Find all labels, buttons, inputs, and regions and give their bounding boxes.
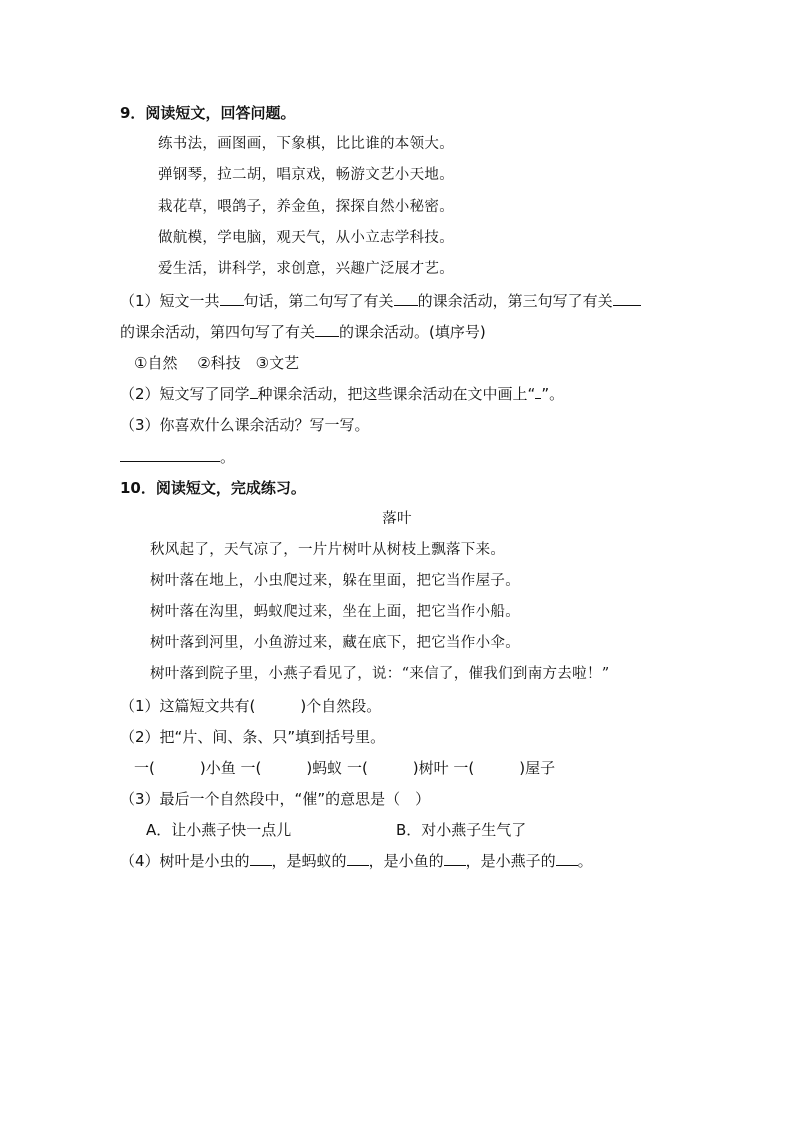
answer-blank[interactable]	[220, 291, 244, 306]
q10-part4: （4）树叶是小虫的 ，是蚂蚁的 ，是小鱼的 ，是小燕子的 。	[120, 852, 593, 870]
answer-blank[interactable]	[394, 291, 418, 306]
q9-poem-line-2: 弹钢琴，拉二胡，唱京戏，畅游文艺小天地。	[158, 167, 454, 183]
answer-blank[interactable]	[250, 384, 258, 399]
q10-title: 10．阅读短文，完成练习。	[120, 479, 306, 497]
answer-blank[interactable]	[120, 447, 220, 462]
q9-part3-answer: 。	[120, 447, 235, 467]
q9-part1-line2: 的课余活动，第四句写了有关 的课余活动。(填序号)	[120, 323, 486, 341]
q9-part3: （3）你喜欢什么课余活动？写一写。	[120, 416, 370, 434]
q10-part1: （1）这篇短文共有( )个自然段。	[120, 697, 382, 715]
answer-blank[interactable]	[250, 851, 272, 866]
story-paragraph-4: 树叶落到河里，小鱼游过来，藏在底下，把它当作小伞。	[150, 635, 520, 651]
story-paragraph-1: 秋风起了，天气凉了，一片片树叶从树枝上飘落下来。	[150, 542, 506, 558]
q9-poem-line-5: 爱生活，讲科学，求创意，兴趣广泛展才艺。	[158, 261, 454, 277]
story-paragraph-2: 树叶落在地上，小虫爬过来，躲在里面，把它当作屋子。	[150, 573, 520, 589]
answer-blank[interactable]	[613, 291, 641, 306]
q9-poem-line-1: 练书法，画图画，下象棋，比比谁的本领大。	[158, 136, 454, 152]
answer-blank[interactable]	[347, 851, 369, 866]
answer-blank[interactable]	[315, 322, 339, 337]
q9-title: 9．阅读短文，回答问题。	[120, 104, 296, 122]
q9-poem-line-3: 栽花草，喂鸽子，养金鱼，探探自然小秘密。	[158, 199, 454, 215]
q9-options: ①自然 ②科技 ③文艺	[134, 354, 300, 372]
story-paragraph-3: 树叶落在沟里，蚂蚁爬过来，坐在上面，把它当作小船。	[150, 604, 520, 620]
q9-poem-line-4: 做航模，学电脑，观天气，从小立志学科技。	[158, 230, 454, 246]
q10-part2-blanks: 一( )小鱼 一( )蚂蚁 一( )树叶 一( )屋子	[134, 759, 556, 777]
story-title: 落叶	[382, 511, 412, 527]
q10-option-a[interactable]: A．让小燕子快一点儿	[146, 821, 292, 839]
q10-option-b[interactable]: B．对小燕子生气了	[396, 821, 527, 839]
answer-blank[interactable]	[556, 851, 578, 866]
q9-part2: （2）短文写了同学 种课余活动，把这些课余活动在文中画上“ ”。	[120, 385, 565, 403]
q9-part1-line1: （1）短文一共 句话，第二句写了有关 的课余活动，第三句写了有关	[120, 291, 641, 311]
q10-part3: （3）最后一个自然段中，“催”的意思是（ ）	[120, 790, 431, 808]
answer-blank[interactable]	[444, 851, 466, 866]
story-paragraph-5: 树叶落到院子里，小燕子看见了，说：“来信了，催我们到南方去啦！”	[150, 666, 610, 682]
q10-part2: （2）把“片、间、条、只”填到括号里。	[120, 728, 386, 746]
